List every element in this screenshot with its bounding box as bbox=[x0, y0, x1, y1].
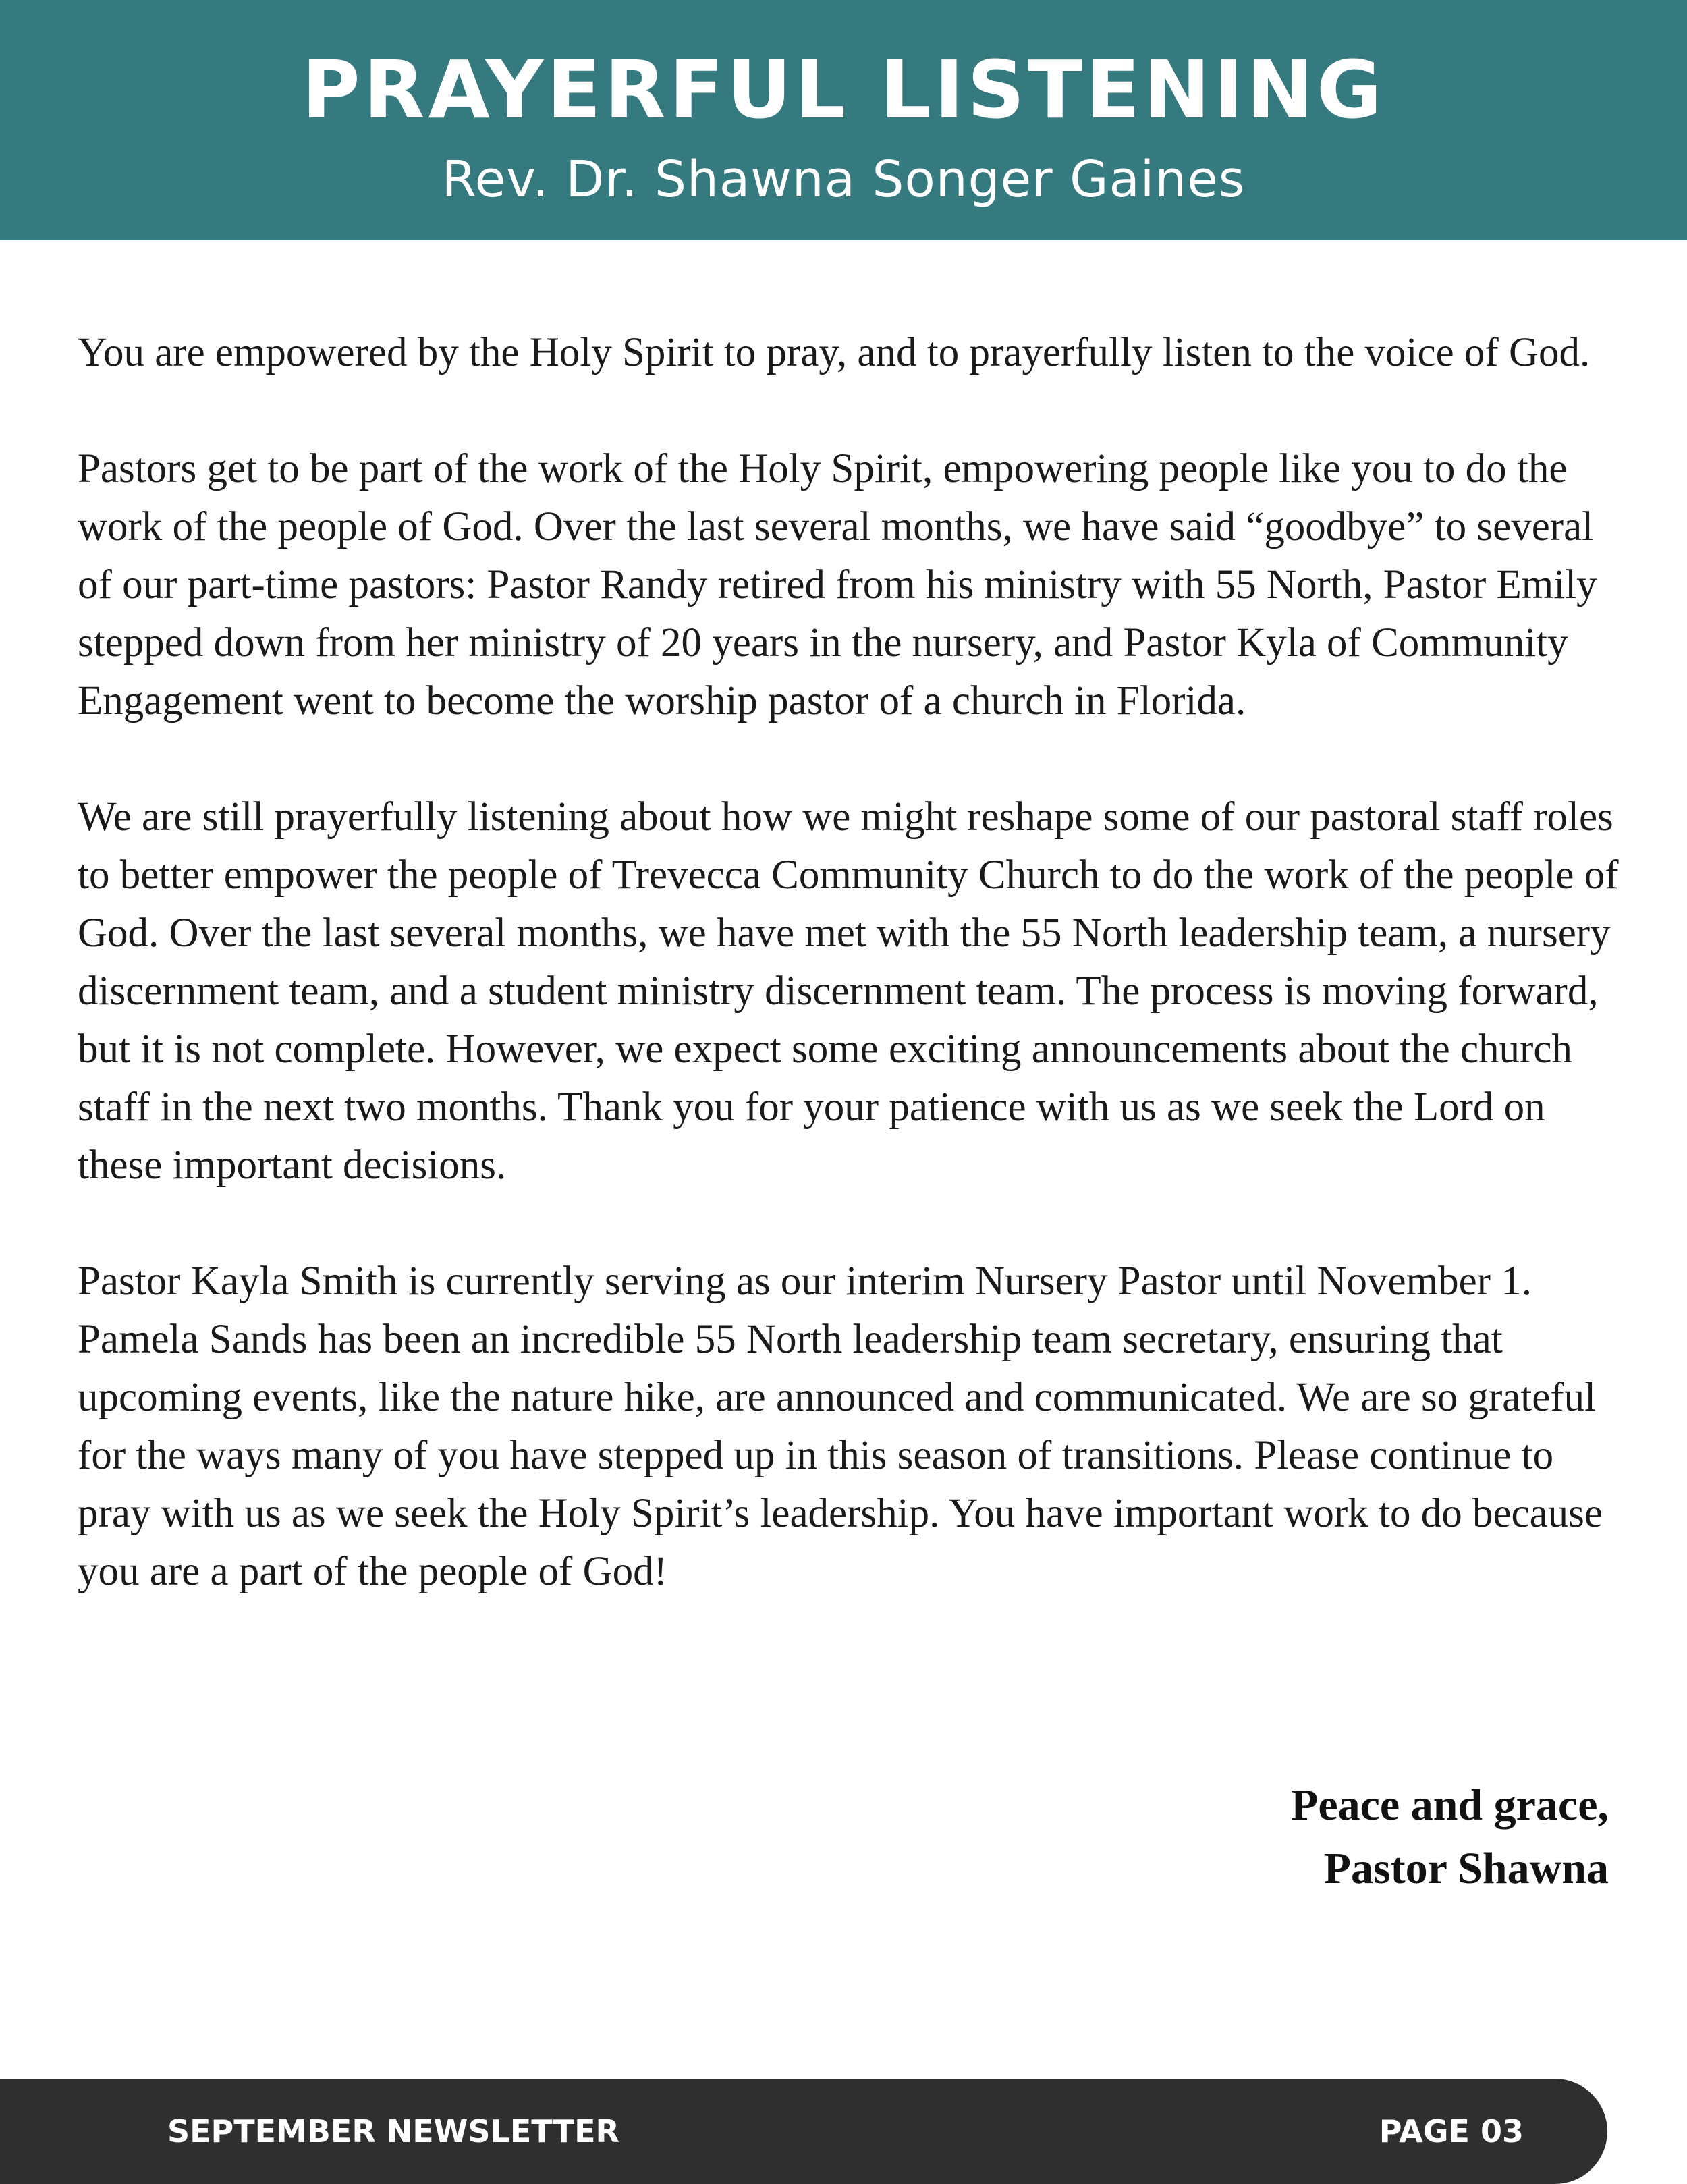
page-number: PAGE 03 bbox=[1379, 2113, 1524, 2150]
signoff-name: Pastor Shawna bbox=[1323, 1844, 1609, 1893]
signoff-closing: Peace and grace, bbox=[1291, 1780, 1609, 1830]
paragraph-2: Pastors get to be part of the work of the Holy Spirit, empowering people like you to do the work of the people of God. Over the last several months, we have said “goodbye” to several of our part-time pastors: Pastor Randy retired from his ministry with 55 North, Pastor Emily stepped down from her ministry of 20 years in the nursery, and Pastor Kyla of Community Engagement went to become the worship pastor of a church in Florida. bbox=[78, 446, 1597, 724]
author-subtitle: Rev. Dr. Shawna Songer Gaines bbox=[441, 151, 1246, 209]
footer-bar bbox=[0, 2079, 1607, 2184]
newsletter-label: SEPTEMBER NEWSLETTER bbox=[167, 2113, 619, 2150]
paragraph-3: We are still prayerfully listening about how we might reshape some of our pastoral staff roles to better empower the people of Trevecca Community Church to do the work of the people of God. Over the last several months, we have met with the 55 North leadership team, a nursery discernment team, and a student ministry discernment team. The process is moving forward, but it is not complete. However, we expect some exciting announcements about the church staff in the next two months. Thank you for your patience with us as we seek the Lord on these important decisions. bbox=[78, 794, 1619, 1188]
paragraph-4: Pastor Kayla Smith is currently serving as our interim Nursery Pastor until November 1. Pamela Sands has been an incredible 55 North leadership team secretary, ensuring that upcoming events, like the nature hike, are announced and communicated. We are so grateful for the ways many of you have stepped up in this season of transitions. Please continue to pray with us as we seek the Holy Spirit’s leadership. You have important work to do because you are a part of the people of God! bbox=[78, 1259, 1603, 1594]
page-title: PRAYERFUL LISTENING bbox=[302, 43, 1385, 136]
paragraph-1: You are empowered by the Holy Spirit to pray, and to prayerfully listen to the voice of God. bbox=[78, 330, 1591, 375]
signoff bbox=[1291, 1774, 1609, 1901]
header-banner bbox=[0, 0, 1687, 240]
article-body bbox=[78, 324, 1623, 1659]
